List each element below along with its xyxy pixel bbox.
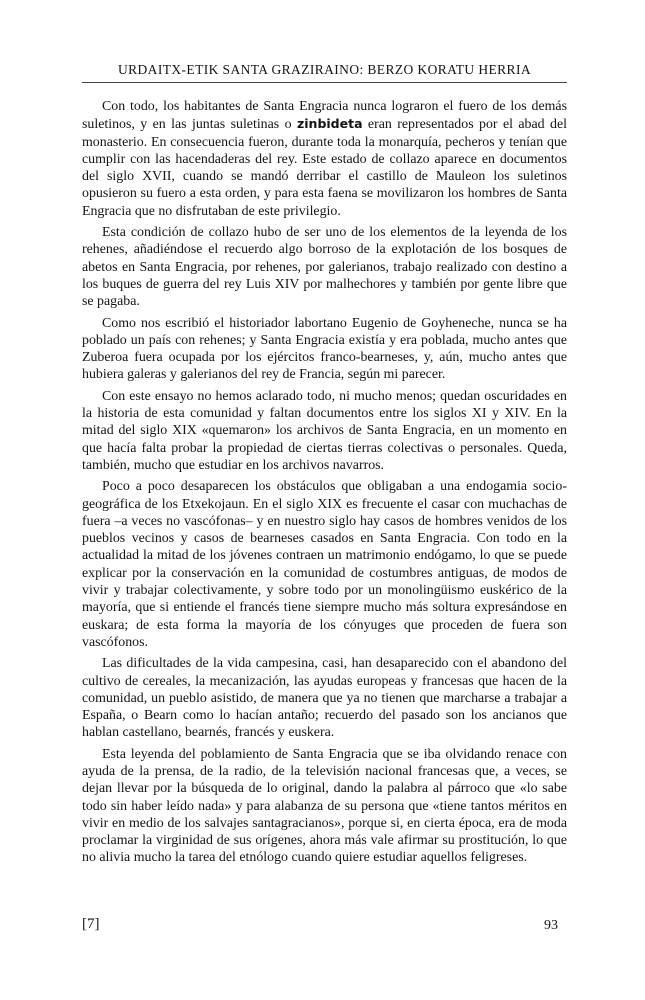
paragraph-1 [82,98,567,220]
paragraph-1-rest: eran representados por el abad del monasterio. En consecuencia fueron, durante toda la monarquía, pecheros y tenían que cumplir con las hacendaderas del rey. Este estado de collazo aparece en documentos del siglo XVII, cuando se mandó derribar el castillo de Mauleon los suletinos opusieron su fuero a esta orden, y para esta faena se movilizaron los hombres de Santa Engracia que no disfrutaban de este privilegio. [82,117,567,219]
paragraph-5: Poco a poco desaparecen los obstáculos que obligaban a una endogamia socio-geográfica de los Etxekojaun. En el siglo XIX es frecuente el casar con muchachas de fuera –a veces no vascófonas– y en nuestro siglo hay casos de hombres venidos de los pueblos vecinos y casos de bearneses casados en Santa Engracia. Con todo en la actualidad la mitad de los jóvenes contraen un matrimonio endógamo, lo que se puede explicar por la conservación en la comunidad de costumbres antiguas, de modos de vivir y trabajar colectivamente, y sobre todo por un monolingüismo euskérico de la mayoría, que si entiende el francés tiene siempre mucho más soltura expresándose en euskara; de esta forma la mayoría de los cónyuges que proceden de fuera son vascófonos. [82,479,567,650]
body-text [82,98,567,871]
paragraph-6: Las dificultades de la vida campesina, casi, han desaparecido con el abandono del cultivo de cereales, la mecanización, las ayudas europeas y francesas que hacen de la comunidad, un pueblo asistido, de manera que ya no tienen que marcharse a trabajar a España, o Bearn como lo hacían antaño; recuerdo del pasado son los ancianos que hablan castellano, bearnés, francés y euskera. [82,656,567,741]
paragraph-4: Con este ensayo no hemos aclarado todo, ni mucho menos; quedan oscuridades en la historia de esta comunidad y faltan documentos entre los siglos XI y XIV. En la mitad del siglo XIX «quemaron» los archivos de Santa Engracia, en un momento en que hacía falta probar la propiedad de ciertas tierras colectivas o personales. Queda, también, mucho que estudiar en los archivos navarros. [82,388,567,473]
paragraph-3: Como nos escribió el historiador labortano Eugenio de Goyheneche, nunca se ha poblado un país con rehenes; y Santa Engracia existía y era poblada, mucho antes que Zuberoa fuera ocupada por los ejércitos franco-bearneses, y, aún, mucho antes que hubiera galeras y galerianos del rey de Francia, según mi parecer. [82,315,567,383]
section-marker: [7] [82,916,100,932]
paragraph-7: Esta leyenda del poblamiento de Santa Engracia que se iba olvidando renace con ayuda de la prensa, de la radio, de la televisión nacional francesas que, a veces, se dejan llevar por la búsqueda de lo original, dando la palabra al párroco que «lo sabe todo sin haber leído nada» y para alabanza de su persona que «tiene tantos méritos en vivir en medio de los salvajes santagracianos», porque si, en cierta época, era de moda proclamar la virginidad de sus orígenes, ahora más vale afirmar su prostitución, lo que no alivia mucho la tarea del etnólogo cuando quiere estudiar aquellos feligreses. [82,746,567,866]
zinbideta-term: zinbideta [296,116,363,132]
running-title: URDAITX-ETIK SANTA GRAZIRAINO: BERZO KORATU HERRIA [82,62,567,83]
paragraph-1-lead: Con todo, los habitantes de Santa Engracia nunca lograron el fuero de los demás suletinos, y en las juntas suletinas o [82,99,567,133]
paragraph-2: Esta condición de collazo hubo de ser uno de los elementos de la leyenda de los rehenes, añadiéndose el recuerdo algo borroso de la explotación de los bosques de abetos en Santa Engracia, por rehenes, por galerianos, trabajo realizado con destino a los buques de guerra del rey Luis XIV por malhechores y también por gente libre que se pagaba. [82,225,567,310]
page-number: 93 [544,918,558,933]
